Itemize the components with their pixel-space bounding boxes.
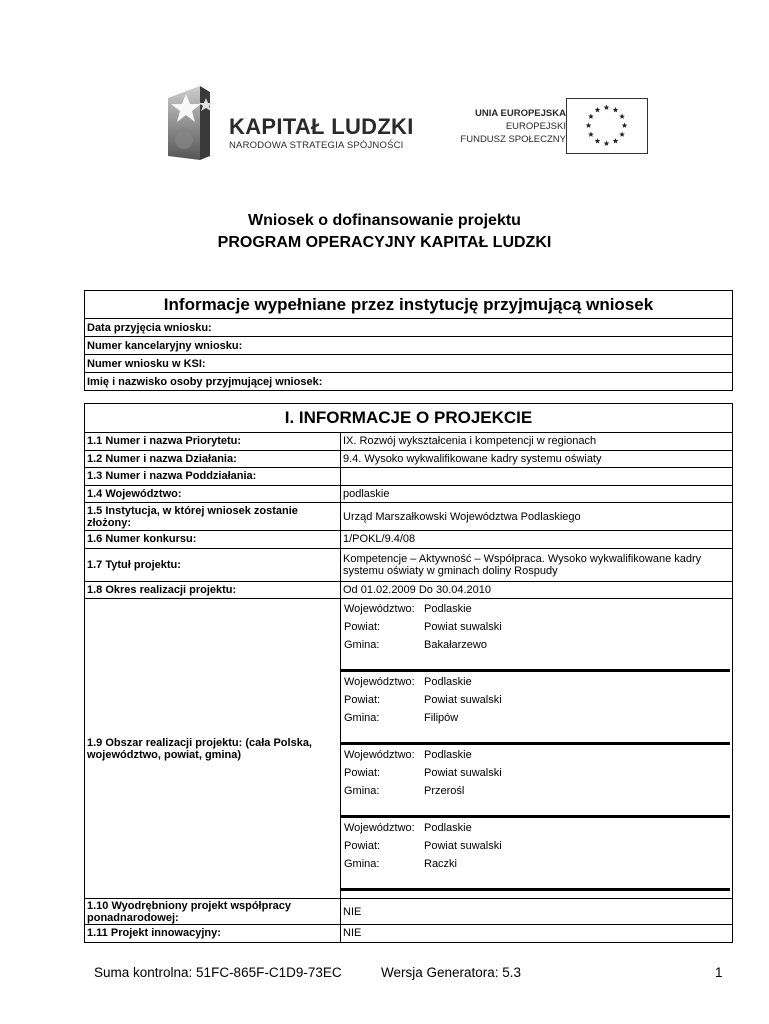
eu-line-1: UNIA EUROPEJSKA [475, 108, 566, 119]
voivodeship-label: Województwo: [344, 822, 415, 834]
project-info-table [84, 403, 733, 943]
row-label: 1.2 Numer i nazwa Działania: [85, 450, 341, 468]
area-list [341, 599, 733, 899]
county-value: Powiat suwalski [424, 840, 502, 852]
list-item [341, 672, 730, 745]
area-label: 1.9 Obszar realizacji projektu: (cała Polska, województwo, powiat, gmina) [85, 599, 341, 899]
row-value: 9.4. Wysoko wykwalifikowane kadry systemu oświaty [341, 450, 733, 468]
eu-star-icon [586, 123, 592, 128]
page-number: 1 [715, 965, 723, 980]
program-title: PROGRAM OPERACYJNY KAPITAŁ LUDZKI [217, 234, 552, 251]
eu-star-icon [588, 132, 594, 137]
commune-value: Przerośl [424, 785, 465, 797]
eu-star-icon [588, 114, 594, 119]
eu-line-3: FUNDUSZ SPOŁECZNY [460, 134, 566, 145]
eu-star-icon [613, 107, 619, 112]
receipt-ksi-number-field: Numer wniosku w KSI: [85, 355, 733, 373]
row-value: Urząd Marszałkowski Województwa Podlaskiego [341, 503, 733, 531]
list-item [341, 818, 730, 891]
row-label: 1.10 Wyodrębniony projekt współpracy ponadnarodowej: [85, 899, 341, 925]
table-row [85, 503, 733, 531]
footer-generator-version: Wersja Generatora: 5.3 [381, 965, 522, 980]
row-value [341, 468, 733, 486]
table-row [85, 433, 733, 451]
county-value: Powiat suwalski [424, 694, 502, 706]
document-title: Wniosek o dofinansowanie projektu [248, 212, 521, 229]
eu-star-icon [595, 107, 601, 112]
voivodeship-value: Podlaskie [424, 676, 472, 688]
project-info-heading: I. INFORMACJE O PROJEKCIE [85, 404, 733, 433]
row-label: 1.11 Projekt innowacyjny: [85, 925, 341, 943]
footer-checksum: Suma kontrolna: 51FC-865F-C1D9-73EC [94, 965, 342, 980]
kapital-ludzki-logo [164, 84, 414, 162]
table-row [85, 548, 733, 581]
eu-star-icon [619, 114, 625, 119]
row-label: 1.8 Okres realizacji projektu: [85, 581, 341, 599]
voivodeship-value: Podlaskie [424, 749, 472, 761]
voivodeship-label: Województwo: [344, 676, 415, 688]
row-value: NIE [341, 899, 733, 925]
voivodeship-label: Województwo: [344, 749, 415, 761]
row-label: 1.4 Województwo: [85, 485, 341, 503]
county-label: Powiat: [344, 840, 381, 852]
commune-label: Gmina: [344, 712, 380, 724]
eu-flag-icon [566, 98, 648, 154]
table-row [85, 925, 733, 943]
county-value: Powiat suwalski [424, 767, 502, 779]
county-label: Powiat: [344, 694, 381, 706]
row-label: 1.3 Numer i nazwa Poddziałania: [85, 468, 341, 486]
row-value: Od 01.02.2009 Do 30.04.2010 [341, 581, 733, 599]
voivodeship-label: Województwo: [344, 603, 415, 615]
voivodeship-value: Podlaskie [424, 603, 472, 615]
row-value: IX. Rozwój wykształcenia i kompetencji w regionach [341, 433, 733, 451]
kapital-ludzki-emblem-icon [164, 84, 222, 162]
commune-label: Gmina: [344, 639, 380, 651]
table-row-area [85, 599, 733, 899]
county-value: Powiat suwalski [424, 621, 502, 633]
row-label: 1.1 Numer i nazwa Priorytetu: [85, 433, 341, 451]
commune-value: Raczki [424, 858, 458, 870]
eu-star-icon [613, 138, 619, 143]
eu-star-icon [595, 138, 601, 143]
table-row [85, 899, 733, 925]
eu-line-2: EUROPEJSKI [505, 121, 566, 132]
row-label: 1.6 Numer konkursu: [85, 531, 341, 549]
table-row [85, 450, 733, 468]
table-row [85, 485, 733, 503]
row-value: NIE [341, 925, 733, 943]
receipt-office-number-field: Numer kancelaryjny wniosku: [85, 337, 733, 355]
table-row [85, 531, 733, 549]
row-value: Kompetencje – Aktywność – Współpraca. Wysoko wykwalifikowane kadry systemu oświaty w gminach doliny Rospudy [341, 548, 733, 581]
receipt-table [84, 290, 733, 391]
row-value: podlaskie [341, 485, 733, 503]
list-item [341, 745, 730, 818]
commune-value: Filipów [424, 712, 459, 724]
kapital-ludzki-title: KAPITAŁ LUDZKI [229, 114, 414, 139]
table-row [85, 581, 733, 599]
eu-star-icon [619, 132, 625, 137]
kapital-ludzki-subtitle: NARODOWA STRATEGIA SPÓJNOŚCI [229, 140, 404, 151]
eu-star-icon [604, 141, 610, 146]
eu-logo [438, 98, 648, 158]
voivodeship-value: Podlaskie [424, 822, 472, 834]
eu-star-icon [604, 105, 610, 110]
receipt-heading: Informacje wypełniane przez instytucję przyjmującą wniosek [85, 291, 733, 319]
table-row [85, 468, 733, 486]
eu-star-icon [622, 123, 628, 128]
commune-label: Gmina: [344, 858, 380, 870]
county-label: Powiat: [344, 621, 381, 633]
receipt-person-field: Imię i nazwisko osoby przyjmującej wniosek: [85, 373, 733, 391]
commune-value: Bakałarzewo [424, 639, 487, 651]
row-value: 1/POKL/9.4/08 [341, 531, 733, 549]
list-item [341, 599, 730, 672]
commune-label: Gmina: [344, 785, 380, 797]
receipt-date-field: Data przyjęcia wniosku: [85, 319, 733, 337]
row-label: 1.7 Tytuł projektu: [85, 548, 341, 581]
county-label: Powiat: [344, 767, 381, 779]
row-label: 1.5 Instytucja, w której wniosek zostanie złożony: [85, 503, 341, 531]
